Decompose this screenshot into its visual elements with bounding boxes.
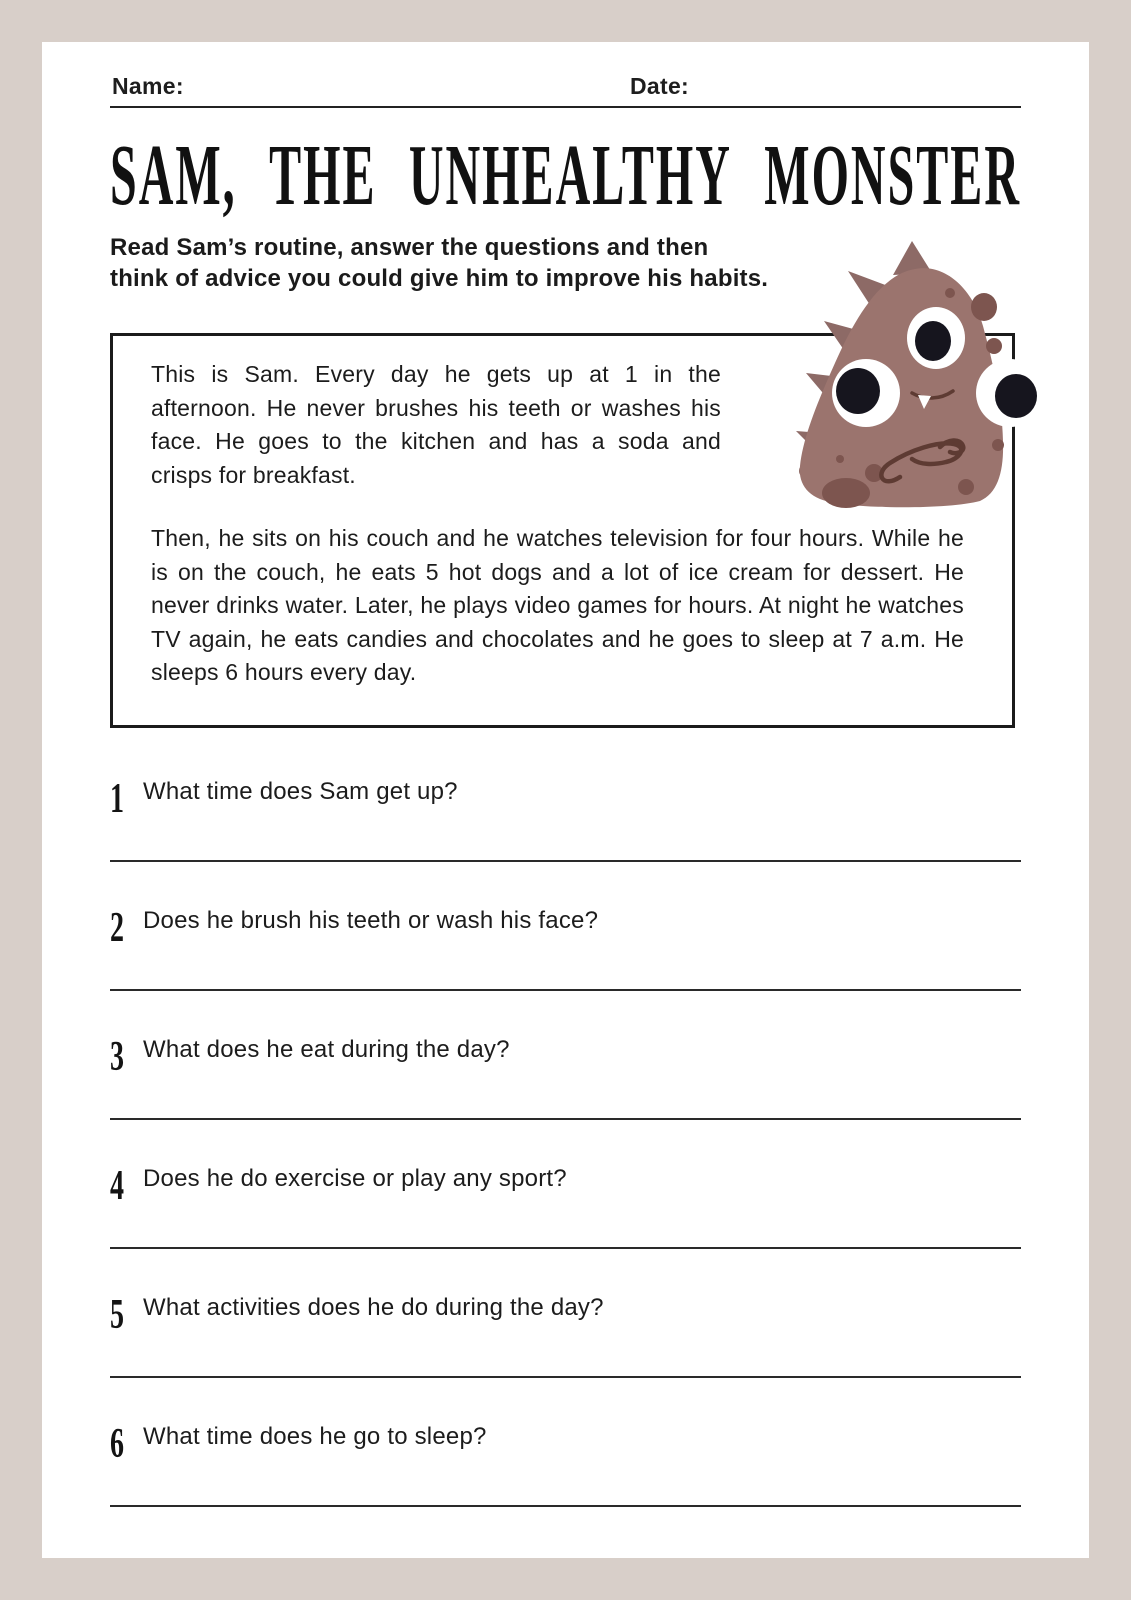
question-item-3 — [110, 1035, 1021, 1145]
answer-line — [110, 1376, 1021, 1378]
question-item-1 — [110, 777, 1021, 887]
passage-paragraph-1: This is Sam. Every day he gets up at 1 in the afternoon. He never brushes his teeth or washes his face. He goes to the kitchen and has a soda and crisps for breakfast. — [151, 361, 721, 488]
title-word: MONSTER — [764, 128, 1021, 224]
title-word: SAM, — [110, 128, 237, 224]
question-text: What activities does he do during the day? — [143, 1294, 604, 1321]
question-item-2 — [110, 906, 1021, 1016]
passage-paragraph-2: Then, he sits on his couch and he watches television for four hours. While he is on the couch, he eats 5 hot dogs and a lot of ice cream for dessert. He never drinks water. Later, he plays video games for hours. At night he watches TV again, he eats candies and chocolates and he goes to sleep at 7 a.m. He sleeps 6 hours every day. — [151, 525, 964, 685]
page-title — [110, 128, 1021, 224]
question-number: 1 — [110, 776, 124, 823]
instructions-line1: Read Sam’s routine, answer the questions and then — [110, 234, 709, 261]
question-number: 3 — [110, 1034, 124, 1081]
title-word: UNHEALTHY — [408, 128, 732, 224]
name-label: Name: — [112, 73, 184, 99]
question-item-4 — [110, 1164, 1021, 1274]
title-word: THE — [269, 128, 377, 224]
answer-line — [110, 1247, 1021, 1249]
question-text: What time does Sam get up? — [143, 778, 458, 805]
question-text: Does he brush his teeth or wash his face? — [143, 907, 599, 934]
answer-line — [110, 1118, 1021, 1120]
question-item-6 — [110, 1422, 1021, 1532]
question-number: 5 — [110, 1292, 124, 1339]
name-date-line — [110, 106, 1021, 108]
header-row — [110, 73, 1021, 103]
question-text: What time does he go to sleep? — [143, 1423, 487, 1450]
reading-passage-box — [110, 333, 1015, 728]
paper — [42, 42, 1089, 1558]
question-number: 2 — [110, 905, 124, 952]
monster-illustration — [790, 241, 1045, 511]
instructions-line2: think of advice you could give him to improve his habits. — [110, 265, 769, 292]
question-item-5 — [110, 1293, 1021, 1403]
answer-line — [110, 989, 1021, 991]
question-number: 4 — [110, 1163, 124, 1210]
date-label: Date: — [630, 73, 690, 99]
instructions — [110, 232, 810, 294]
answer-line — [110, 1505, 1021, 1507]
question-text: Does he do exercise or play any sport? — [143, 1165, 567, 1192]
question-text: What does he eat during the day? — [143, 1036, 510, 1063]
answer-line — [110, 860, 1021, 862]
question-number: 6 — [110, 1421, 124, 1468]
